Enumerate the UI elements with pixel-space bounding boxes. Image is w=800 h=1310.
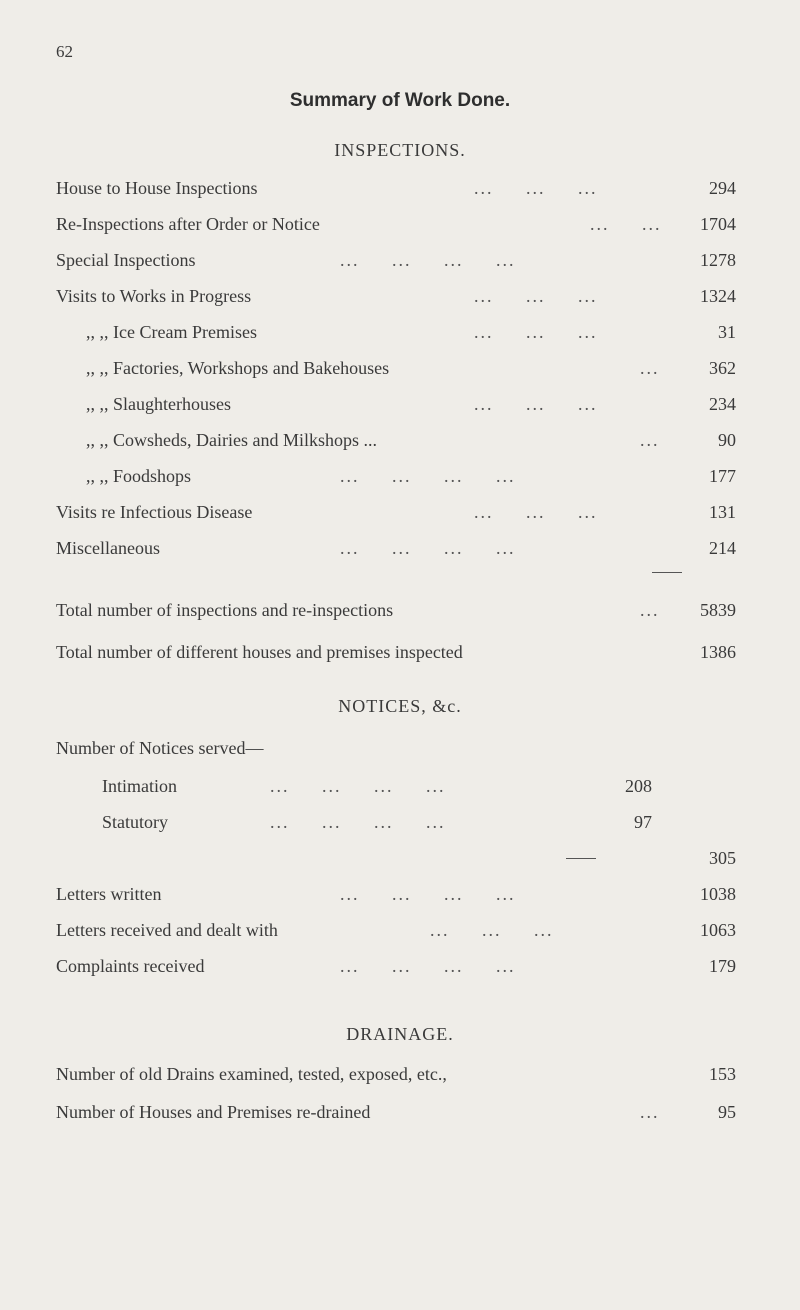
leader-dots: ... ... ... ... (340, 538, 516, 558)
inspection-label: ,, ,, Factories, Workshops and Bakehouses (86, 358, 390, 378)
leader-dots: ... ... ... ... (340, 466, 516, 486)
intimation-value: 208 (625, 776, 652, 796)
leader-dots: ... (640, 430, 660, 450)
drainage-label: Number of old Drains examined, tested, exposed, etc., (56, 1064, 447, 1084)
drainage-value: 153 (709, 1064, 736, 1084)
notice-item-value: 179 (709, 956, 736, 976)
leader-dots: ... ... ... (474, 286, 598, 306)
notice-item-value: 1063 (700, 920, 736, 940)
total-premises-value: 1386 (700, 642, 736, 662)
page-number: 62 (56, 42, 73, 61)
leader-dots: ... ... ... ... (340, 884, 516, 904)
leader-dots: ... ... ... (474, 394, 598, 414)
leader-dots: ... ... ... (474, 322, 598, 342)
inspections-heading: INSPECTIONS. (334, 140, 466, 160)
notices-subtotal-rule (566, 858, 596, 859)
inspection-value: 90 (718, 430, 736, 450)
statutory-value: 97 (634, 812, 652, 832)
inspection-label: ,, ,, Cowsheds, Dairies and Milkshops ... (86, 430, 377, 450)
inspection-label: ,, ,, Ice Cream Premises (86, 322, 257, 342)
total-premises-label: Total number of different houses and premises inspected (56, 642, 463, 662)
leader-dots: ... ... ... ... (270, 812, 446, 832)
total-rule (652, 572, 682, 573)
total-inspections-value: 5839 (700, 600, 736, 620)
inspection-value: 234 (709, 394, 736, 414)
inspection-label: Special Inspections (56, 250, 196, 270)
inspection-value: 362 (709, 358, 736, 378)
notice-item-label: Letters received and dealt with (56, 920, 278, 940)
inspection-label: Re-Inspections after Order or Notice (56, 214, 320, 234)
notices-heading: NOTICES, &c. (338, 696, 462, 716)
inspection-value: 294 (709, 178, 736, 198)
inspection-label: Visits re Infectious Disease (56, 502, 253, 522)
notice-item-label: Complaints received (56, 956, 205, 976)
drainage-label: Number of Houses and Premises re-drained (56, 1102, 371, 1122)
leader-dots: ... ... ... (474, 178, 598, 198)
inspection-label: ,, ,, Foodshops (86, 466, 192, 486)
page-title: Summary of Work Done. (289, 90, 511, 111)
drainage-heading: DRAINAGE. (346, 1024, 454, 1044)
leader-dots: ... ... (590, 214, 662, 234)
inspection-value: 1278 (700, 250, 736, 270)
inspection-value: 1324 (700, 286, 736, 306)
leader-dots: ... ... ... (474, 502, 598, 522)
notice-item-label: Letters written (56, 884, 162, 904)
leader-dots: ... (640, 358, 660, 378)
notice-item-value: 1038 (700, 884, 736, 904)
inspection-label: House to House Inspections (56, 178, 258, 198)
inspection-value: 31 (718, 322, 736, 342)
intimation-label: Intimation (102, 776, 177, 796)
leader-dots: ... ... ... ... (340, 250, 516, 270)
leader-dots: ... (640, 1102, 660, 1122)
leader-dots: ... ... ... ... (270, 776, 446, 796)
notices-total-value: 305 (709, 848, 736, 868)
leader-dots: ... ... ... ... (340, 956, 516, 976)
leader-dots: ... ... ... (430, 920, 554, 940)
inspection-label: ,, ,, Slaughterhouses (86, 394, 231, 414)
drainage-value: 95 (718, 1102, 736, 1122)
inspection-label: Visits to Works in Progress (56, 286, 252, 306)
notices-served-label: Number of Notices served— (56, 738, 264, 758)
inspection-value: 1704 (700, 214, 736, 234)
statutory-label: Statutory (102, 812, 168, 832)
inspection-label: Miscellaneous (56, 538, 160, 558)
inspection-value: 131 (709, 502, 736, 522)
leader-dots: ... (640, 600, 660, 620)
inspection-value: 214 (709, 538, 736, 558)
total-inspections-label: Total number of inspections and re-inspections (56, 600, 394, 620)
inspection-value: 177 (709, 466, 736, 486)
